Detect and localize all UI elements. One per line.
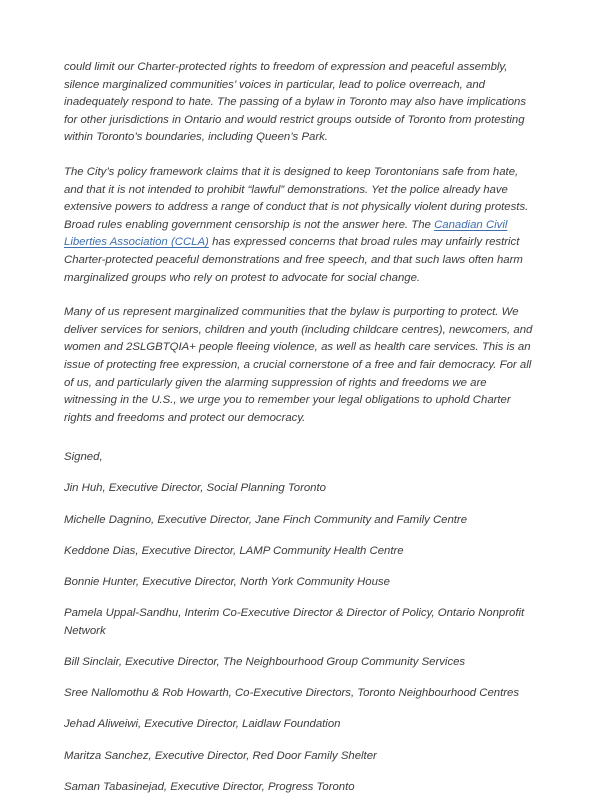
paragraph-2-text-before-link: The City’s policy framework claims that it is designed to keep Torontonians safe from hate, and that it is not intended to prohibit “lawful” demonstrations. Yet the police already have extensive powers to address a range of conduct that is not physically violent during protests. Broad rules enabling government censorship is not the answer here. The [64, 165, 529, 231]
list-item: Jehad Aliweiwi, Executive Director, Laidlaw Foundation [64, 718, 341, 731]
list-item: Michelle Dagnino, Executive Director, Jane Finch Community and Family Centre [64, 513, 468, 526]
list-item: Maritza Sanchez, Executive Director, Red Door Family Shelter [64, 749, 377, 762]
signatory-list [64, 480, 540, 796]
paragraph-1 [64, 59, 540, 147]
paragraph-2-text-after-link: has expressed concerns that broad rules may unfairly restrict Charter-protected peaceful demonstrations and free speech, and that such laws often harm marginalized groups who rely on protest to advocate for social change. [64, 236, 523, 284]
paragraph-3-text: Many of us represent marginalized communities that the bylaw is purporting to protect. We deliver services for seniors, children and youth (including childcare centres), newcomers, and women and 2SLGBTQIA+ people fleeing violence, as well as health care services. This is an issue of protecting free expression, a crucial cornerstone of a free and fair democracy. For all of us, and particularly given the alarming suppression of rights and freedoms we are witnessing in the U.S., we urge you to remember your legal obligations to uphold Charter rights and freedoms and protect our democracy. [64, 306, 533, 424]
list-item: Saman Tabasinejad, Executive Director, Progress Toronto [64, 780, 355, 793]
paragraph-2 [64, 164, 540, 287]
paragraph-1-text: could limit our Charter-protected rights to freedom of expression and peaceful assembly, silence marginalized communities’ voices in particular, lead to police overreach, and inadequately respond to hate. The passing of a bylaw in Toronto may also have implications for other jurisdictions in Ontario and would restrict groups outside of Toronto from protesting within Toronto’s boundaries, including Queen’s Park. [64, 61, 527, 144]
list-item: Keddone Dias, Executive Director, LAMP Community Health Centre [64, 544, 404, 557]
paragraph-3 [64, 304, 540, 427]
list-item: Jin Huh, Executive Director, Social Planning Toronto [64, 482, 326, 495]
list-item: Pamela Uppal-Sandhu, Interim Co-Executive Director & Director of Policy, Ontario Nonprofit Network [64, 607, 525, 637]
ccla-link[interactable]: Canadian Civil Liberties Association (CCLA) [64, 218, 508, 249]
document-body [64, 59, 540, 796]
list-item: Sree Nallomothu & Rob Howarth, Co-Executive Directors, Toronto Neighbourhood Centres [64, 687, 520, 700]
signature-intro: Signed, [64, 451, 103, 464]
list-item: Bonnie Hunter, Executive Director, North York Community House [64, 576, 390, 589]
list-item: Bill Sinclair, Executive Director, The Neighbourhood Group Community Services [64, 656, 466, 668]
